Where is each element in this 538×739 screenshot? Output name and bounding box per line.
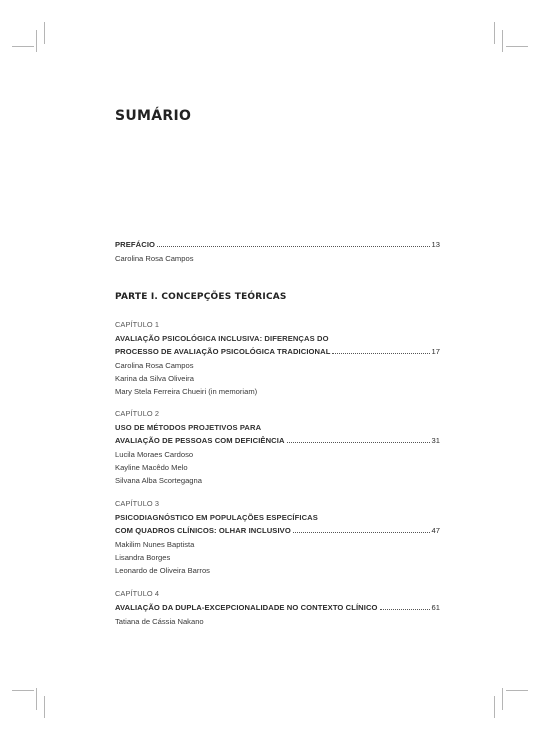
- preface-author: Carolina Rosa Campos: [115, 254, 194, 263]
- chapter-label: CAPÍTULO 4: [115, 589, 160, 598]
- chapter-label: CAPÍTULO 3: [115, 499, 160, 508]
- chapter-author: Tatiana de Cássia Nakano: [115, 617, 204, 626]
- chapter-title-line: COM QUADROS CLÍNICOS: OLHAR INCLUSIVO: [115, 526, 291, 535]
- chapter-author: Lucila Moraes Cardoso: [115, 450, 194, 459]
- chapter-author: Silvana Alba Scortegagna: [115, 476, 202, 485]
- page-title: SUMÁRIO: [115, 108, 192, 124]
- chapter-title-line: AVALIAÇÃO PSICOLÓGICA INCLUSIVA: DIFERENÇAS DO: [115, 334, 329, 343]
- preface-title: PREFÁCIO: [115, 240, 156, 249]
- chapter-title-line: USO DE MÉTODOS PROJETIVOS PARA: [115, 423, 262, 432]
- chapter-title-line: AVALIAÇÃO DA DUPLA-EXCEPCIONALIDADE NO CONTEXTO CLÍNICO: [115, 603, 378, 612]
- dot-leader: [380, 609, 430, 610]
- toc-entry-chapter-3[interactable]: [115, 526, 440, 536]
- chapter-page: 61: [431, 603, 440, 612]
- toc-entry-preface[interactable]: [115, 240, 440, 250]
- dot-leader: [287, 442, 430, 443]
- preface-page: 13: [431, 240, 440, 249]
- part-heading: PARTE I. CONCEPÇÕES TEÓRICAS: [115, 292, 287, 302]
- chapter-title-line: PSICODIAGNÓSTICO EM POPULAÇÕES ESPECÍFICAS: [115, 513, 318, 522]
- chapter-page: 31: [431, 436, 440, 445]
- chapter-author: Karina da Silva Oliveira: [115, 374, 194, 383]
- toc-entry-chapter-2[interactable]: [115, 436, 440, 446]
- chapter-author: Kayline Macêdo Melo: [115, 463, 188, 472]
- chapter-title-line: PROCESSO DE AVALIAÇÃO PSICOLÓGICA TRADICIONAL: [115, 347, 331, 356]
- dot-leader: [293, 532, 430, 533]
- chapter-title-line: AVALIAÇÃO DE PESSOAS COM DEFICIÊNCIA: [115, 436, 285, 445]
- chapter-label: CAPÍTULO 2: [115, 409, 160, 418]
- dot-leader: [157, 246, 430, 247]
- chapter-author: Mary Stela Ferreira Chueiri (in memoriam): [115, 387, 258, 396]
- chapter-author: Carolina Rosa Campos: [115, 361, 194, 370]
- chapter-page: 47: [431, 526, 440, 535]
- chapter-author: Lisandra Borges: [115, 553, 171, 562]
- chapter-label: CAPÍTULO 1: [115, 320, 160, 329]
- dot-leader: [332, 353, 429, 354]
- toc-entry-chapter-1[interactable]: [115, 347, 440, 357]
- chapter-page: 17: [431, 347, 440, 356]
- chapter-author: Makilim Nunes Baptista: [115, 540, 195, 549]
- toc-entry-chapter-4[interactable]: [115, 603, 440, 613]
- chapter-author: Leonardo de Oliveira Barros: [115, 566, 210, 575]
